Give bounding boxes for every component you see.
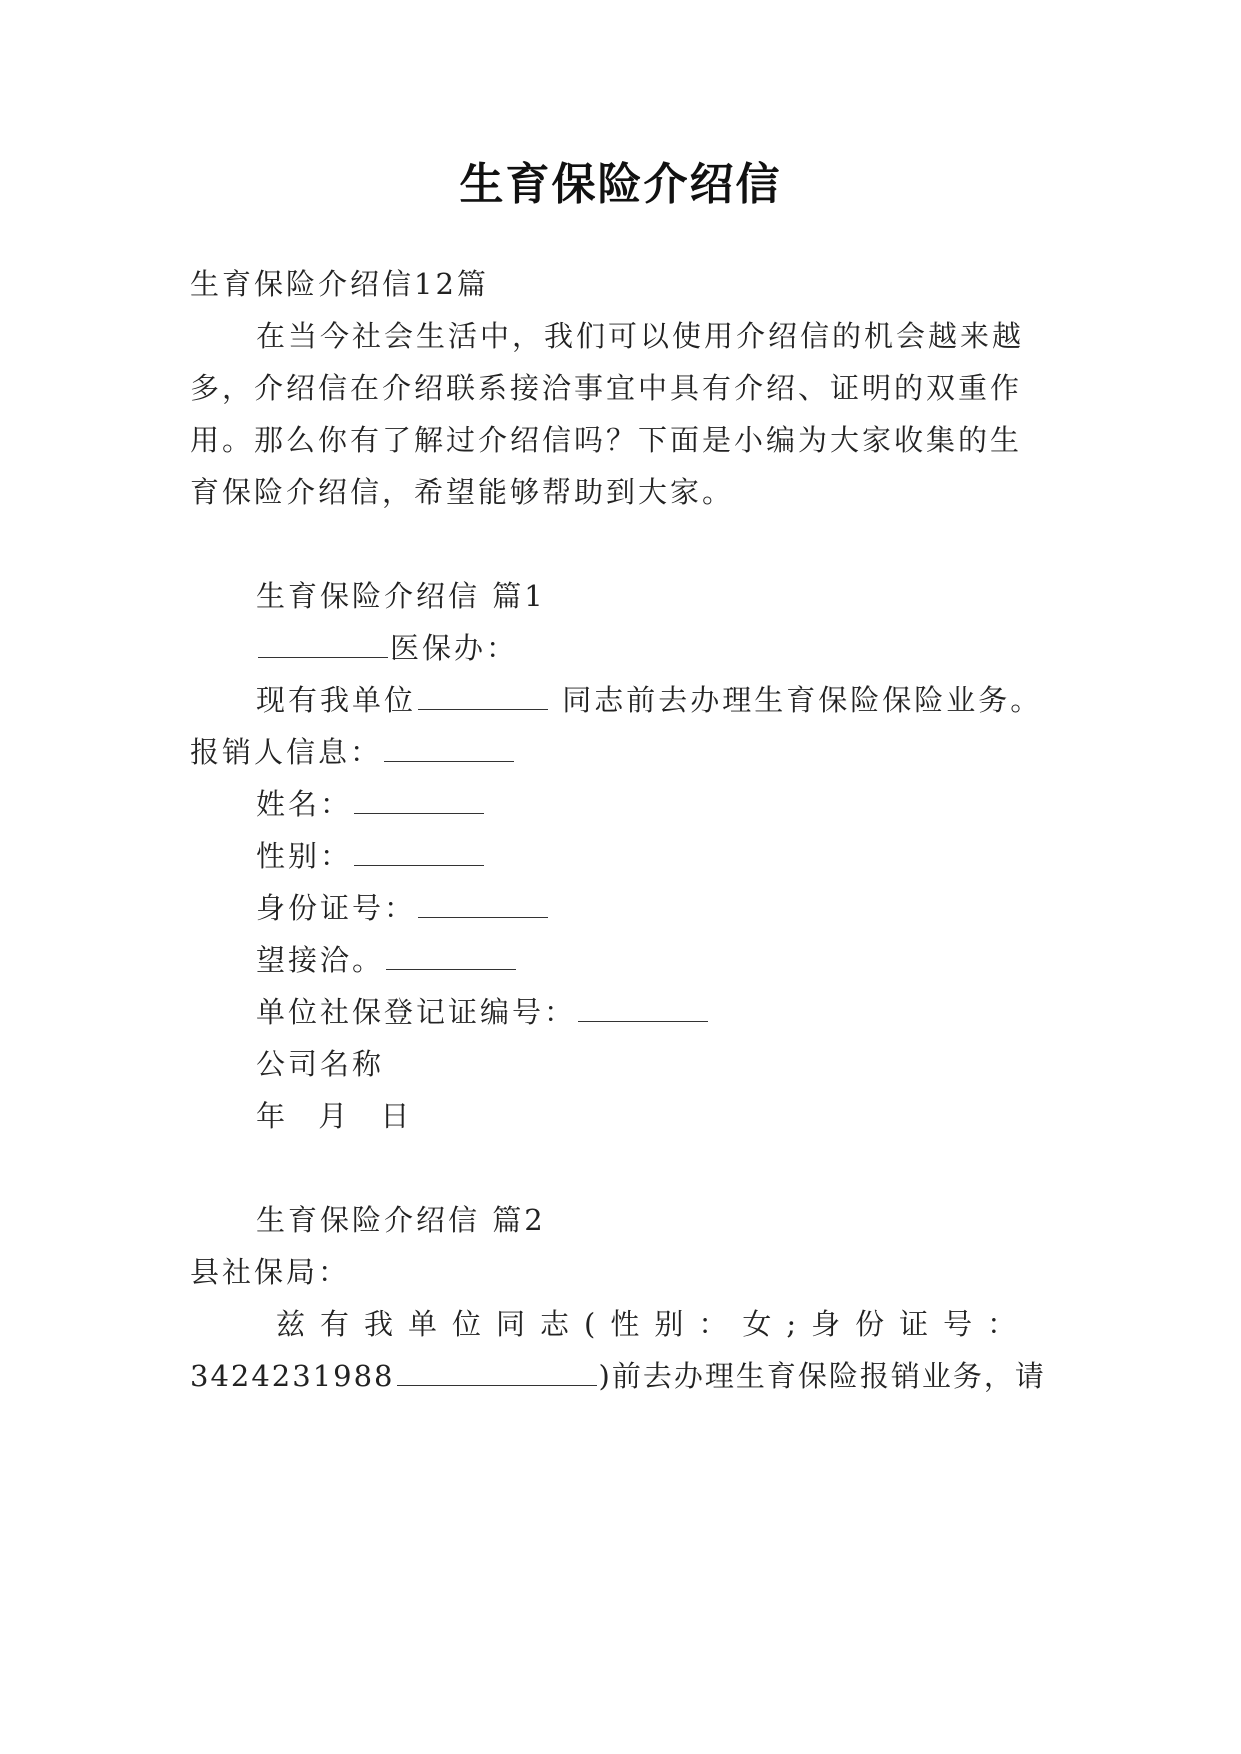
- reimburser-info: [190, 734, 516, 770]
- section2-heading: 生育保险介绍信 篇2: [256, 1203, 546, 1237]
- social-security-label: 单位社保登记证编号：: [256, 995, 577, 1029]
- company-name: 公司名称: [256, 1047, 385, 1081]
- name-field: [256, 786, 486, 822]
- id-number-field: [256, 890, 550, 926]
- blank-line: [397, 1359, 597, 1386]
- name-label: 姓名：: [256, 787, 353, 821]
- intro-line-3: 用。那么你有了解过介绍信吗？下面是小编为大家收集的生: [190, 423, 1023, 457]
- blank-line: [258, 631, 388, 658]
- document-title: 生育保险介绍信: [459, 159, 782, 210]
- section1-heading: 生育保险介绍信 篇1: [256, 579, 546, 613]
- gender-label: 性别：: [256, 839, 353, 873]
- blank-line: [418, 891, 548, 918]
- id-number-prefix: 3424231988: [190, 1359, 395, 1393]
- blank-line: [386, 943, 516, 970]
- blank-line: [418, 683, 548, 710]
- date-line: 年 月 日: [256, 1099, 422, 1133]
- blank-line: [578, 995, 708, 1022]
- intro-line-4: 育保险介绍信，希望能够帮助到大家。: [190, 475, 735, 509]
- section2-line-2: [190, 1358, 1046, 1394]
- id-number-label: 身份证号：: [256, 891, 417, 925]
- blank-line: [384, 735, 514, 762]
- addressee-label: 医保办：: [390, 631, 519, 665]
- section2-addressee: 县社保局：: [190, 1255, 351, 1289]
- intro-line-1: 在当今社会生活中，我们可以使用介绍信的机会越来越: [256, 319, 1025, 353]
- section1-addressee: [256, 630, 518, 666]
- document-subtitle: 生育保险介绍信12篇: [190, 267, 489, 301]
- section2-line-1: 兹有我单位同志(性别：女;身份证号：: [276, 1307, 1032, 1341]
- blank-line: [354, 839, 484, 866]
- reimburser-label: 报销人信息：: [190, 735, 383, 769]
- hope-line: [256, 942, 518, 978]
- intro-line-2: 多，介绍信在介绍联系接洽事宜中具有介绍、证明的双重作: [190, 371, 1023, 405]
- body-text-a: 现有我单位: [256, 683, 417, 717]
- section1-body: [256, 682, 1042, 718]
- hope-label: 望接洽。: [256, 943, 385, 977]
- section2-line-2-text: )前去办理生育保险报销业务，请: [598, 1359, 1046, 1393]
- social-security-field: [256, 994, 710, 1030]
- gender-field: [256, 838, 486, 874]
- body-text-b: 同志前去办理生育保险保险业务。: [550, 683, 1043, 717]
- blank-line: [354, 787, 484, 814]
